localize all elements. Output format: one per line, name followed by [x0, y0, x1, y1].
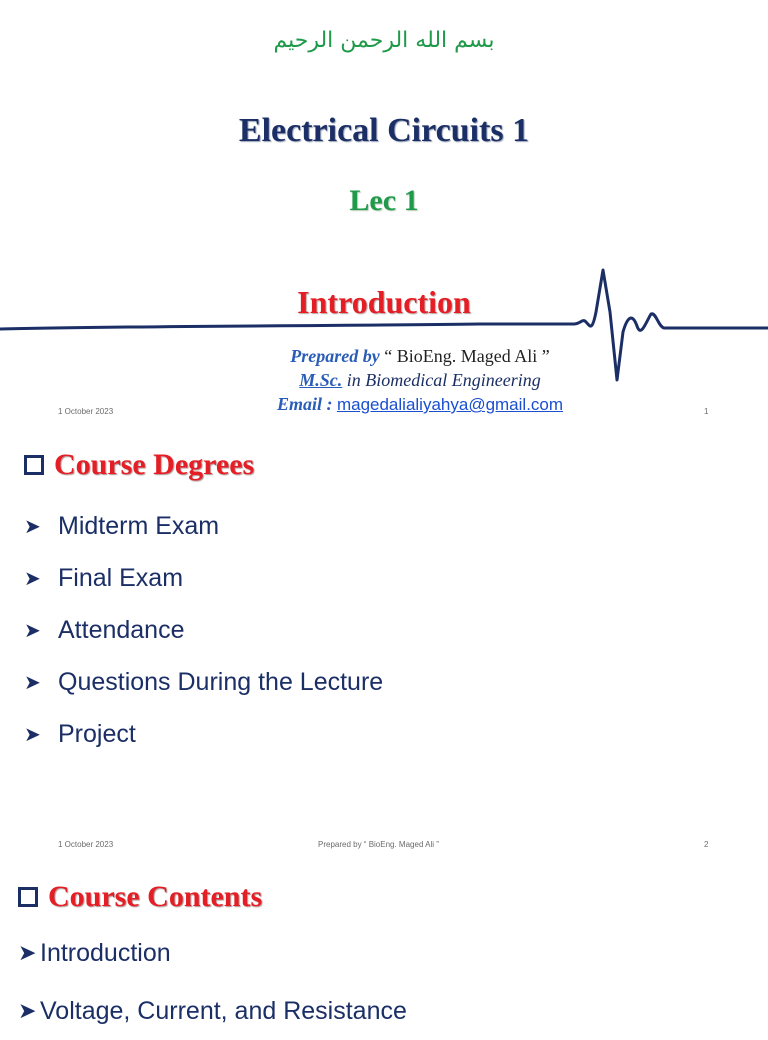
degree-field: in Biomedical Engineering: [346, 370, 541, 390]
basmala-text: بسم الله الرحمن الرحيم: [273, 28, 495, 53]
arrowhead-bullet-icon: ➤: [24, 723, 41, 746]
list-item: [24, 552, 383, 604]
checkbox-icon: [24, 455, 44, 475]
list-item: [24, 604, 383, 656]
arrowhead-bullet-icon: ➤: [24, 619, 41, 642]
course-degrees-list: [24, 500, 383, 760]
list-item: [18, 924, 407, 982]
slide1-date: 1 October 2023: [58, 407, 114, 416]
prepared-by-label: Prepared by: [290, 346, 380, 366]
slide2-footer-prepared: Prepared by “ BioEng. Maged Ali ”: [318, 840, 439, 849]
list-item: [24, 500, 383, 552]
lecture-number: Lec 1: [349, 184, 419, 217]
list-item-text: Project: [58, 719, 136, 748]
arrowhead-bullet-icon: ➤: [24, 515, 41, 538]
slide1-page-number: 1: [704, 407, 709, 416]
list-item: [18, 982, 407, 1040]
arrowhead-bullet-icon: ➤: [24, 671, 41, 694]
list-item-text: Voltage, Current, and Resistance: [40, 996, 407, 1025]
list-item-text: Final Exam: [58, 563, 184, 592]
list-item-text: Midterm Exam: [58, 511, 220, 540]
author-name: “ BioEng. Maged Ali ”: [384, 346, 550, 366]
list-item-text: Questions During the Lecture: [58, 667, 384, 696]
arrowhead-bullet-icon: ➤: [24, 567, 41, 590]
arrowhead-bullet-icon: ➤: [18, 940, 37, 965]
slide2-page-number: 2: [704, 840, 709, 849]
heading-text: Course Degrees: [54, 448, 255, 481]
checkbox-icon: [18, 887, 38, 907]
email-link[interactable]: magedalialiyahya@gmail.com: [336, 395, 564, 414]
degree-abbr: M.Sc.: [299, 370, 343, 390]
slide2-date: 1 October 2023: [58, 840, 114, 849]
course-contents-heading: [18, 880, 262, 914]
heading-text: Course Contents: [48, 880, 263, 913]
degree-line: [200, 370, 640, 391]
email-line: [200, 394, 640, 415]
course-degrees-heading: [24, 448, 254, 482]
arrowhead-bullet-icon: ➤: [18, 998, 37, 1023]
course-contents-list: [18, 924, 407, 1040]
list-item-text: Introduction: [40, 938, 171, 967]
prepared-by-line: [200, 346, 640, 367]
list-item-text: Attendance: [58, 615, 185, 644]
slide-title: Electrical Circuits 1: [238, 112, 530, 149]
list-item: [24, 708, 383, 760]
list-item: [24, 656, 383, 708]
email-label: Email :: [276, 394, 333, 414]
topic-heading: Introduction: [297, 284, 471, 320]
